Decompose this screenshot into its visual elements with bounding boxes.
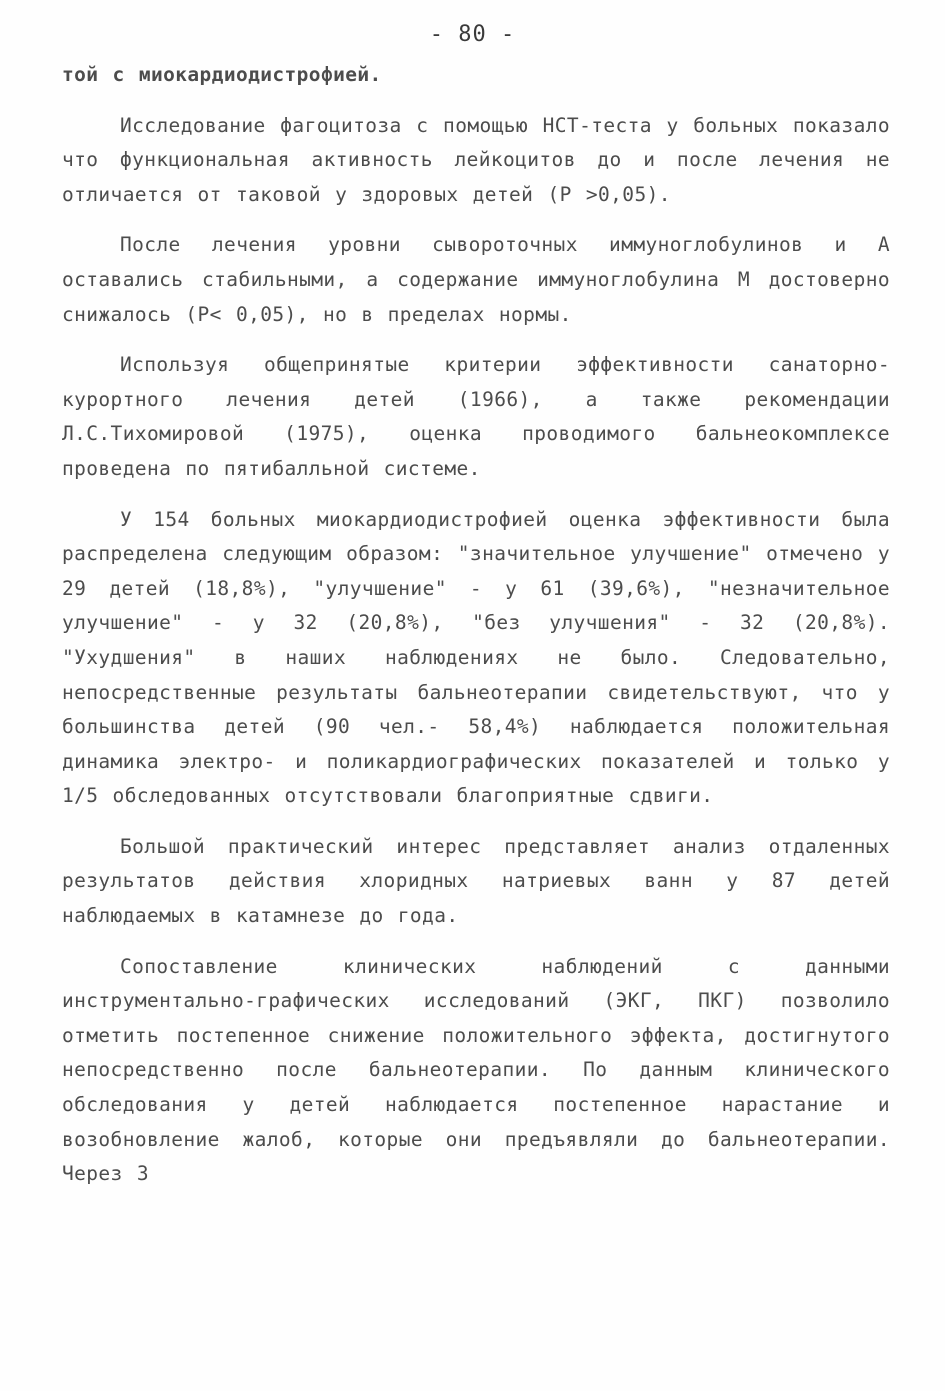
- page-number: - 80 -: [429, 22, 516, 47]
- paragraph-results: У 154 больных миокардиодистрофией оценка эффективности была распределена следующим образом: "значительное улучшение" отмечено у 29 детей (18,8%), "улучшение" - у 61 (39,6%), "незначительное улучшение" - у 32 (20,8%), "без улучшения" - 32 (20,8%). "Ухудшения" в наших наблюдениях не было. Следовательно, непосредственные результаты бальнеотерапии свидетельствуют, что у большинства детей (90 чел.- 58,4%) наблюдается положительная динамика электро- и поликардиографических показателей и только у 1/5 обследованных отсутствовали благоприятные сдвиги.: [62, 507, 890, 808]
- paragraph-immunoglobulins: После лечения уровни сывороточных иммуноглобулинов и А оставались стабильными, а содержание иммуноглобулина М достоверно снижалось (Р< 0,05), но в пределах нормы.: [62, 233, 890, 326]
- paragraph-criteria: Используя общепринятые критерии эффективности санаторно-курортного лечения детей (1966), а также рекомендации Л.С.Тихомировой (1975), оценка проводимого бальнеокомплексе проведена по пятибалльной системе.: [62, 353, 890, 480]
- paragraph-comparison: Сопоставление клинических наблюдений с данными инструментально-графических исследований (ЭКГ, ПКГ) позволило отметить постепенное снижение положительного эффекта, достигнутого непосредственно после бальнеотерапии. По данным клинического обследования у детей наблюдается постепенное нарастание и возобновление жалоб, которые они предъявляли до бальнеотерапии. Через 3: [62, 954, 890, 1186]
- paragraph-remote-results: Большой практический интерес представляет анализ отдаленных результатов действия хлоридных натриевых ванн у 87 детей наблюдаемых в катамнезе до года.: [62, 834, 890, 928]
- body-text: [62, 58, 890, 1192]
- paragraph-phagocytosis: Исследование фагоцитоза с помощью НСТ-теста у больных показало что функциональная активность лейкоцитов до и после лечения не отличается от таковой у здоровых детей (Р >0,05).: [62, 113, 890, 206]
- paragraph-continuation: той с миокардиодистрофией.: [62, 63, 382, 86]
